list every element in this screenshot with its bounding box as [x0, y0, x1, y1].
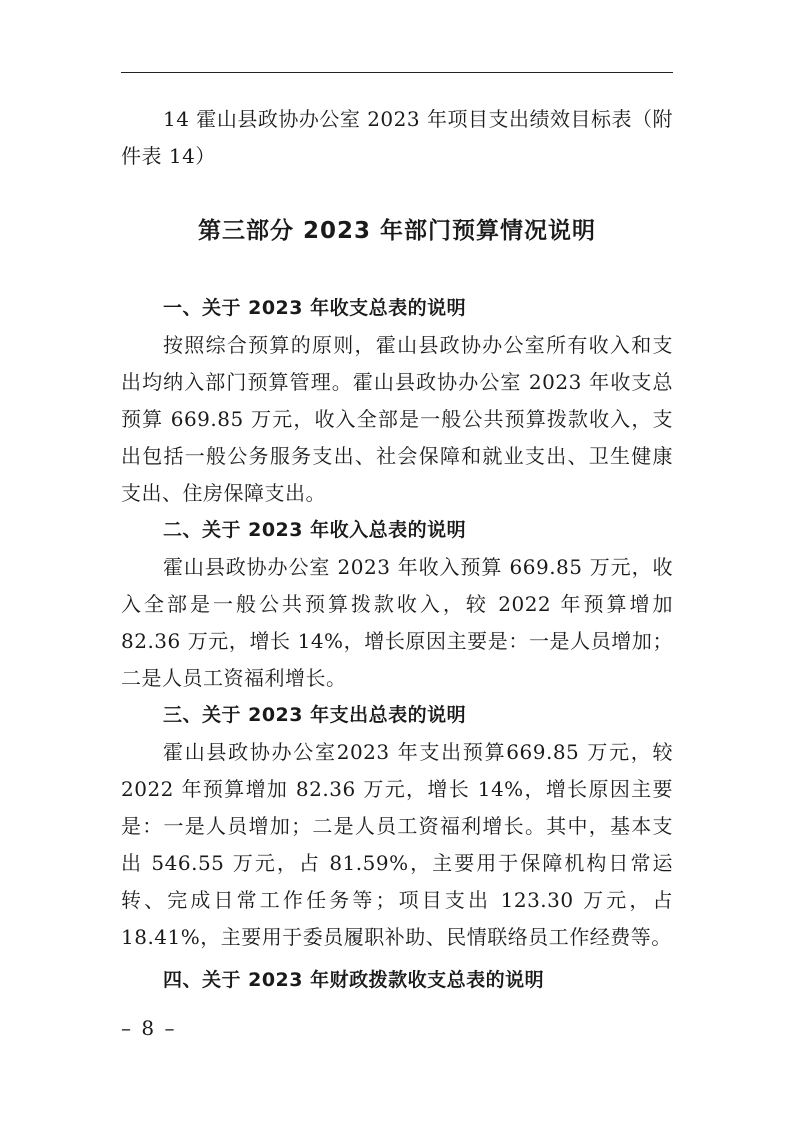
section-heading-3: 三、关于 2023 年支出总表的说明 — [163, 704, 467, 726]
section-paragraph-3: 霍山县政协办公室2023 年支出预算669.85 万元，较2022 年预算增加 82.36 万元，增长 14%，增长原因主要是：一是人员增加；二是人员工资福利增长。其中，基本支出 546.55 万元，占 81.59%，主要用于保障机构日常运转、完成日常工作任务等；项目支出 123.30 万元，占 18.41%，主要用于委员履职补助、民情联络员工作经费等。 — [121, 740, 673, 949]
part-title: 第三部分 2023 年部门预算情况说明 — [197, 218, 597, 244]
section-heading-4: 四、关于 2023 年财政拨款收支总表的说明 — [163, 969, 545, 991]
section-paragraph-2: 霍山县政协办公室 2023 年收入预算 669.85 万元，收入全部是一般公共预算拨款收入，较 2022 年预算增加 82.36 万元，增长 14%，增长原因主要是：一是人员增加；二是人员工资福利增长。 — [121, 555, 673, 690]
document-body — [121, 101, 673, 999]
section-paragraph-1: 按照综合预算的原则，霍山县政协办公室所有收入和支出均纳入部门预算管理。霍山县政协办公室 2023 年收支总预算 669.85 万元，收入全部是一般公共预算拨款收入，支出包括一般公务服务支出、社会保障和就业支出、卫生健康支出、住房保障支出。 — [121, 333, 673, 505]
section-heading-1: 一、关于 2023 年收支总表的说明 — [163, 297, 467, 319]
header-rule — [121, 72, 673, 73]
attachment-line: 14 霍山县政协办公室 2023 年项目支出绩效目标表（附件表 14） — [121, 107, 673, 168]
page-number: – 8 – — [121, 1016, 177, 1040]
section-heading-2: 二、关于 2023 年收入总表的说明 — [163, 519, 467, 541]
